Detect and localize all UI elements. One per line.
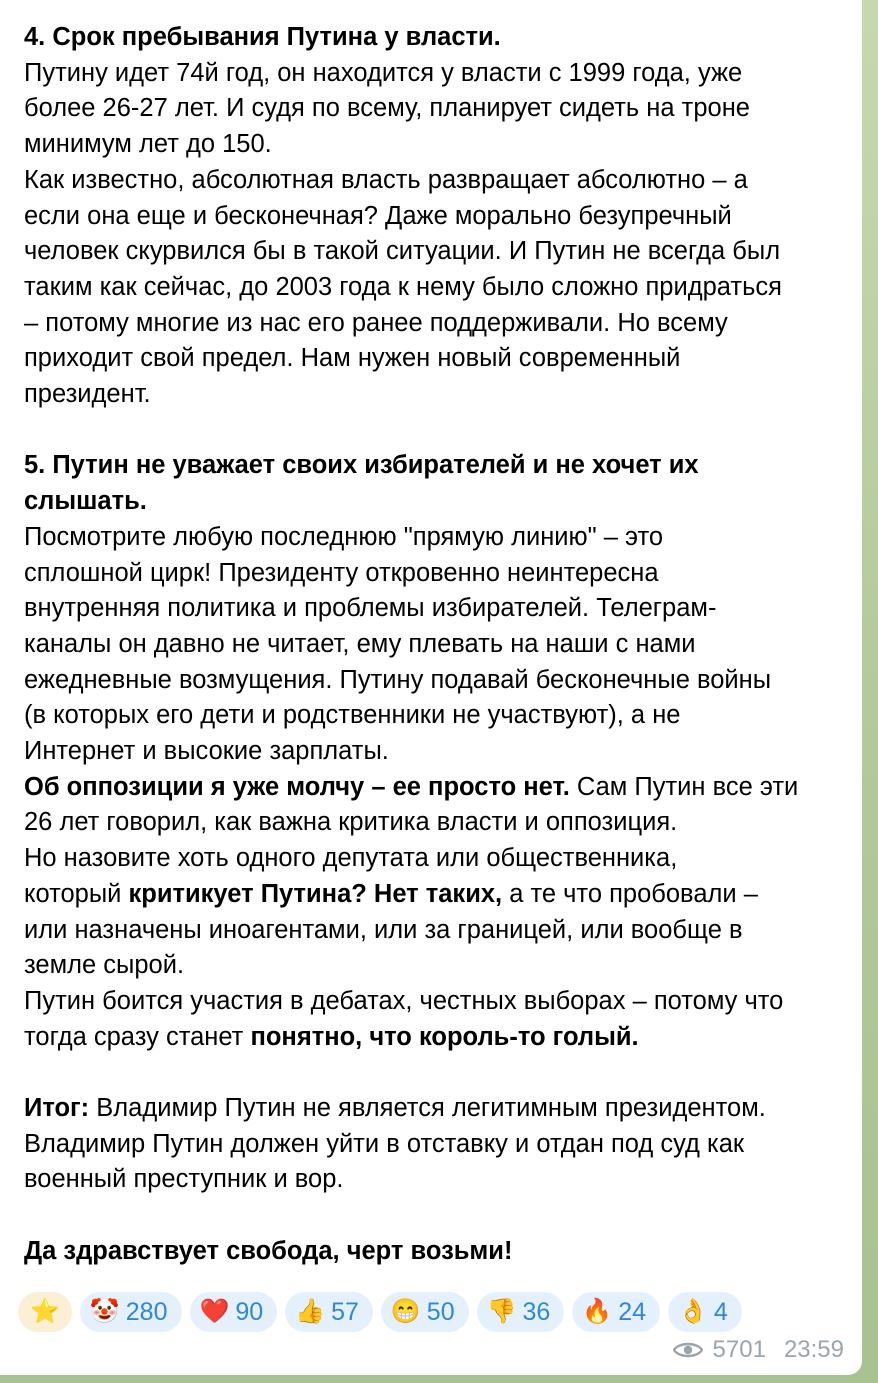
- reaction-count: 280: [125, 1297, 168, 1326]
- heart-icon: ❤️: [199, 1298, 230, 1325]
- reaction-heart[interactable]: [190, 1292, 278, 1332]
- closing-line: Да здравствует свобода, черт возьми!: [24, 1236, 513, 1265]
- grin-icon: 😁: [390, 1298, 421, 1325]
- reaction-thumbs-up[interactable]: [285, 1292, 373, 1332]
- text-line: военный преступник и вор.: [24, 1165, 344, 1194]
- text-line: Путин боится участия в дебатах, честных выборах – потому что: [24, 986, 784, 1015]
- text-line: земле сырой.: [24, 951, 185, 980]
- reactions-bar: [18, 1292, 742, 1332]
- reaction-count: 50: [426, 1297, 455, 1326]
- text-line: [24, 877, 838, 913]
- text-line: или назначены иноагентами, или за границей, или вообще в: [24, 915, 743, 944]
- fire-icon: 🔥: [582, 1298, 613, 1325]
- bold-fragment: понятно, что король-то голый.: [250, 1022, 639, 1051]
- text-line: таким как сейчас, до 2003 года к нему было сложно придраться: [24, 272, 782, 301]
- text-fragment: Сам Путин все эти: [569, 772, 799, 801]
- paragraph-gap: [24, 413, 838, 449]
- text-fragment: Владимир Путин не является легитимным президентом.: [89, 1094, 766, 1123]
- bold-fragment: критикует Путина? Нет таких,: [128, 879, 503, 908]
- eye-icon: [673, 1340, 703, 1360]
- reaction-star[interactable]: [18, 1292, 72, 1332]
- text-line: президент.: [24, 380, 151, 409]
- text-line: 26 лет говорил, как важна критика власти и оппозиция.: [24, 808, 678, 837]
- view-count: 5701: [712, 1336, 766, 1363]
- text-line: минимум лет до 150.: [24, 130, 272, 159]
- star-icon: ⭐: [30, 1298, 60, 1325]
- section-5-heading-cont: слышать.: [24, 487, 147, 516]
- thumbs-down-icon: 👎: [486, 1298, 517, 1325]
- text-line: если она еще и бесконечная? Даже морально безупречный: [24, 201, 732, 230]
- text-line: каналы он давно не читает, ему плевать на наши с нами: [24, 629, 696, 658]
- reaction-count: 90: [235, 1297, 264, 1326]
- ok-hand-icon: 👌: [678, 1298, 708, 1325]
- text-line: ежедневные возмущения. Путину подавай бесконечные войны: [24, 665, 772, 694]
- paragraph-gap: [24, 1198, 838, 1234]
- section-4-heading: 4. Срок пребывания Путина у власти.: [24, 23, 501, 51]
- text-line: [24, 1091, 838, 1127]
- message-meta: [673, 1336, 844, 1364]
- text-line: – потому многие из нас его ранее поддерживали. Но всему: [24, 308, 728, 337]
- result-label: Итог:: [24, 1094, 90, 1123]
- text-line: внутренняя политика и проблемы избирателей. Телеграм-: [24, 594, 717, 623]
- message-text: [24, 20, 838, 1270]
- bold-fragment: Об оппозиции я уже молчу – ее просто нет.: [24, 772, 570, 801]
- section-5-heading: 5. Путин не уважает своих избирателей и не хочет их: [24, 451, 699, 480]
- message-time: 23:59: [783, 1336, 844, 1363]
- reaction-count: 57: [331, 1297, 359, 1326]
- clown-icon: 🤡: [89, 1298, 120, 1325]
- text-line: Владимир Путин должен уйти в отставку и отдан под суд как: [24, 1129, 745, 1158]
- reaction-clown[interactable]: [80, 1292, 182, 1332]
- reaction-fire[interactable]: [572, 1292, 660, 1332]
- text-line: Как известно, абсолютная власть развращает абсолютно – а: [24, 165, 748, 194]
- text-line: Но назовите хоть одного депутата или общественника,: [24, 844, 678, 873]
- text-line: человек скурвился бы в такой ситуации. И Путин не всегда был: [24, 237, 781, 266]
- reaction-ok-hand[interactable]: [668, 1292, 742, 1332]
- reaction-count: 36: [522, 1297, 551, 1326]
- text-line: Интернет и высокие зарплаты.: [24, 737, 389, 766]
- text-fragment: тогда сразу станет: [24, 1022, 251, 1051]
- paragraph-gap: [24, 1055, 838, 1091]
- text-line: сплошной цирк! Президенту откровенно неинтересна: [24, 558, 659, 587]
- text-line: [24, 1020, 838, 1056]
- text-fragment: а те что пробовали –: [502, 879, 758, 908]
- reaction-grin[interactable]: [381, 1292, 469, 1332]
- text-line: более 26-27 лет. И судя по всему, планирует сидеть на троне: [24, 94, 750, 123]
- text-line: Путину идет 74й год, он находится у власти с 1999 года, уже: [24, 58, 743, 87]
- text-line: приходит свой предел. Нам нужен новый современный: [24, 344, 681, 373]
- text-line: [24, 770, 838, 806]
- reaction-count: 4: [713, 1297, 728, 1326]
- text-line: (в которых его дети и родственники не участвуют), а не: [24, 701, 681, 730]
- text-line: Посмотрите любую последнюю "прямую линию" – это: [24, 522, 664, 551]
- reaction-count: 24: [618, 1297, 647, 1326]
- reaction-thumbs-down[interactable]: [477, 1292, 565, 1332]
- text-fragment: который: [24, 879, 129, 908]
- thumbs-up-icon: 👍: [295, 1298, 326, 1325]
